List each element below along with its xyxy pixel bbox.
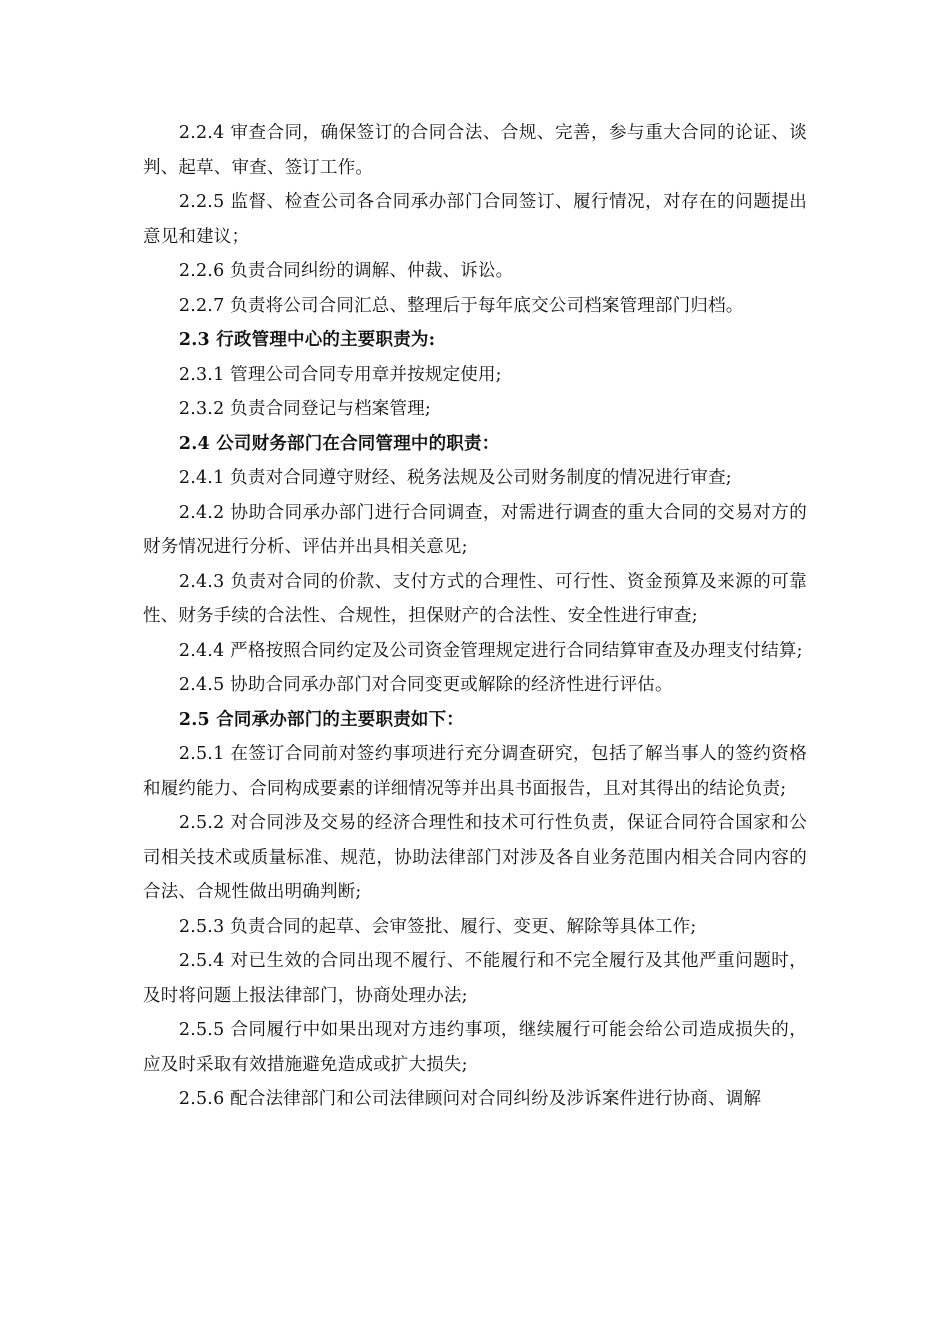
- clause-paragraph: 2.2.7 负责将公司合同汇总、整理后于每年底交公司档案管理部门归档。: [178, 295, 744, 316]
- clause-paragraph: 2.3.1 管理公司合同专用章并按规定使用;: [178, 364, 502, 385]
- section-heading: 2.5 合同承办部门的主要职责如下：: [178, 709, 465, 730]
- clause-paragraph: 2.4.4 严格按照合同约定及公司资金管理规定进行合同结算审查及办理支付结算;: [178, 640, 803, 661]
- clause-paragraph: 2.5.4 对已生效的合同出现不履行、不能履行和不完全履行及其他严重问题时，及时将问题上报法律部门，协商处理办法;: [143, 951, 807, 1006]
- section-heading: 2.4 公司财务部门在合同管理中的职责：: [178, 433, 500, 454]
- clause-paragraph: 2.5.5 合同履行中如果出现对方违约事项，继续履行可能会给公司造成损失的，应及时采取有效措施避免造成或扩大损失;: [143, 1020, 807, 1075]
- clause-paragraph: 2.3.2 负责合同登记与档案管理;: [178, 399, 431, 419]
- clause-paragraph: 2.2.6 负责合同纠纷的调解、仲裁、诉讼。: [178, 261, 514, 281]
- clause-paragraph: 2.5.6 配合法律部门和公司法律顾问对合同纠纷及涉诉案件进行协商、调解: [178, 1089, 762, 1109]
- clause-paragraph: 2.4.1 负责对合同遵守财经、税务法规及公司财务制度的情况进行审查;: [178, 468, 732, 488]
- clause-paragraph: 2.4.3 负责对合同的价款、支付方式的合理性、可行性、资金预算及来源的可靠性、财务手续的合法性、合规性，担保财产的合法性、安全性进行审查;: [143, 571, 807, 626]
- clause-paragraph: 2.5.2 对合同涉及交易的经济合理性和技术可行性负责，保证合同符合国家和公司相关技术或质量标准、规范，协助法律部门对涉及各自业务范围内相关合同内容的合法、合规性做出明确判断;: [143, 813, 807, 902]
- clause-paragraph: 2.4.2 协助合同承办部门进行合同调查，对需进行调查的重大合同的交易对方的财务情况进行分析、评估并出具相关意见;: [143, 502, 807, 557]
- document-body: [143, 116, 807, 1117]
- section-heading: 2.3 行政管理中心的主要职责为:: [178, 330, 436, 350]
- clause-paragraph: 2.2.4 审查合同，确保签订的合同合法、合规、完善，参与重大合同的论证、谈判、起草、审查、签订工作。: [143, 123, 807, 178]
- clause-paragraph: 2.5.3 负责合同的起草、会审签批、履行、变更、解除等具体工作;: [178, 916, 697, 937]
- clause-paragraph: 2.5.1 在签订合同前对签约事项进行充分调查研究，包括了解当事人的签约资格和履约能力、合同构成要素的详细情况等并出具书面报告，且对其得出的结论负责;: [143, 744, 807, 799]
- clause-paragraph: 2.4.5 协助合同承办部门对合同变更或解除的经济性进行评估。: [178, 675, 673, 695]
- clause-paragraph: 2.2.5 监督、检查公司各合同承办部门合同签订、履行情况，对存在的问题提出意见和建议；: [143, 192, 807, 247]
